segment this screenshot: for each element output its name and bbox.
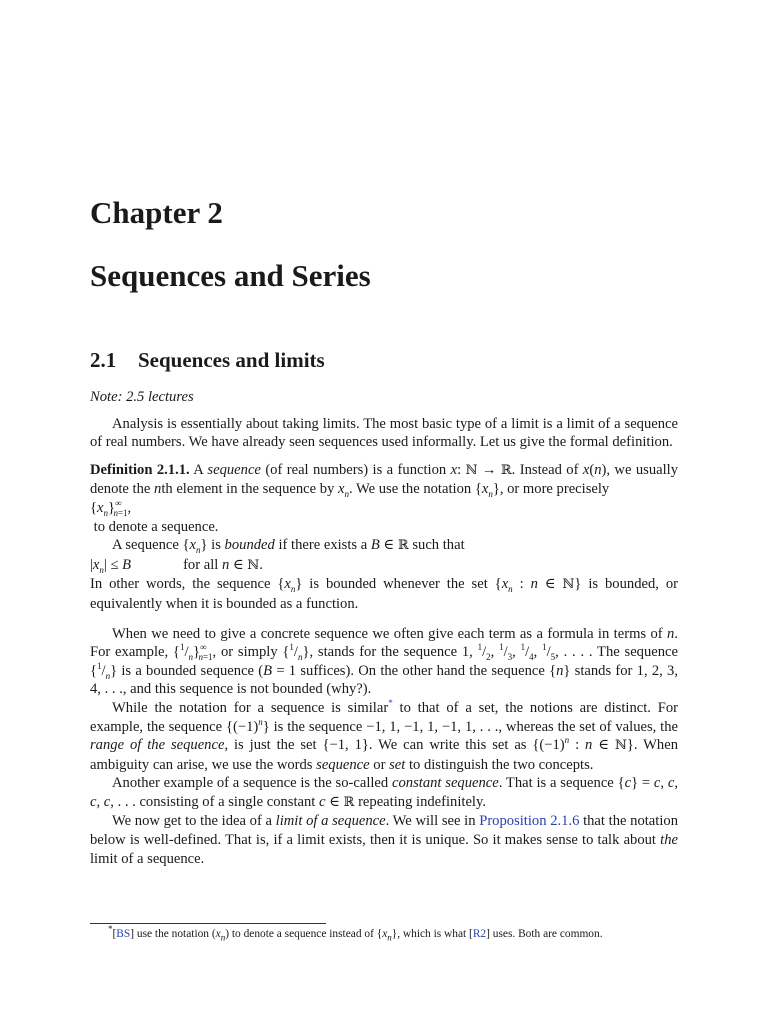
intro-paragraph: Analysis is essentially about taking limits. The most basic type of a limit is a limit of a sequence of real numbers. We have already seen sequences used informally. Let us give the formal definition. <box>90 415 678 451</box>
section-title: Sequences and limits <box>138 348 325 372</box>
footnote: *[BS] use the notation $(x_n)$ to denote a sequence instead of $\{x_n\}$, which is what [R2] uses. Both are common. <box>108 924 603 943</box>
limit-term: limit of a sequence <box>275 813 386 830</box>
citation-bs-link[interactable]: BS <box>116 928 131 940</box>
sequence-notation-equation: $\{x_n\}^\infty_{n=1}$, <box>90 498 132 518</box>
bounded-explanation: In other words, the sequence $\{x_n\}$ is bounded whenever the set {$x_n$ : n ∈ ℕ} is bounded, or equivalently when it is bounded as a function. <box>90 576 678 612</box>
chapter-label: Chapter 2 <box>90 195 223 230</box>
bounded-definition: A sequence $\{x_n\}$ is bounded if there exists a B ∈ ℝ such that <box>112 537 465 556</box>
bounded-equation: $|x_n| \le B$ for all n ∈ ℕ. <box>90 556 263 575</box>
definition-label: Definition 2.1.1. <box>90 461 190 478</box>
footnote-divider <box>90 923 326 924</box>
lecture-note: Note: 2.5 lectures <box>90 389 194 405</box>
body-text <box>90 388 678 868</box>
definition-paragraph: Definition 2.1.1. A sequence (of real numbers) is a function x: ℕ → ℝ. Instead of x(n), we usually denote the nth element in the sequence by $x_n$. We use the notation $\{x_n\}$, or more precisely <box>90 461 678 500</box>
section-heading <box>90 348 325 373</box>
constant-sequence-paragraph: Another example of a sequence is the so-called constant sequence. That is a sequence {c} = c, c, c, c, . . . consisting of a single constant c ∈ ℝ repeating indefinitely. <box>90 775 678 810</box>
range-term: range of the sequence <box>90 737 225 754</box>
section-number: 2.1 <box>90 348 117 372</box>
limit-paragraph: We now get to the idea of a limit of a sequence. We will see in Proposition 2.1.6 that the notation below is well-defined. That is, if a limit exists, then it is unique. So it makes sense to talk about the limit of a sequence. <box>90 813 678 867</box>
citation-r2-link[interactable]: R2 <box>472 928 487 940</box>
notation-paragraph: While the notation for a sequence is similar* to that of a set, the notions are distinct. For example, the sequence $\{(-1)^n\}$ is the sequence −1, 1, −1, 1, −1, 1, . . ., whereas the set of values, the range of the sequence, is just the set {−1, 1}. We can write this set as {$(-1)^n$ : n ∈ ℕ}. When ambiguity can arise, we use the words sequence or set to distinguish the two concepts. <box>90 698 678 773</box>
chapter-title: Sequences and Series <box>90 258 371 293</box>
denote-sequence-line: to denote a sequence. <box>90 518 219 535</box>
proposition-link[interactable]: Proposition 2.1.6 <box>479 813 580 830</box>
constant-term: constant sequence <box>392 775 499 792</box>
bounded-term: bounded <box>224 537 275 554</box>
definition-term: sequence <box>207 461 261 478</box>
concrete-sequence-paragraph: When we need to give a concrete sequence we often give each term as a formula in terms of n. For example, $\{^1/_n\}^\infty_{n=1}$, or simply $\{^1/_n\}$, stands for the sequence 1, $^1/_2$, $^1/_3$, $^1/_4$, $^1/_5$, . . . . The sequence $\{^1/_n\}$ is a bounded sequence (B = 1 suffices). On the other hand the sequence {n} stands for 1, 2, 3, 4, . . ., and this sequence is not bounded (why?). <box>90 625 679 698</box>
